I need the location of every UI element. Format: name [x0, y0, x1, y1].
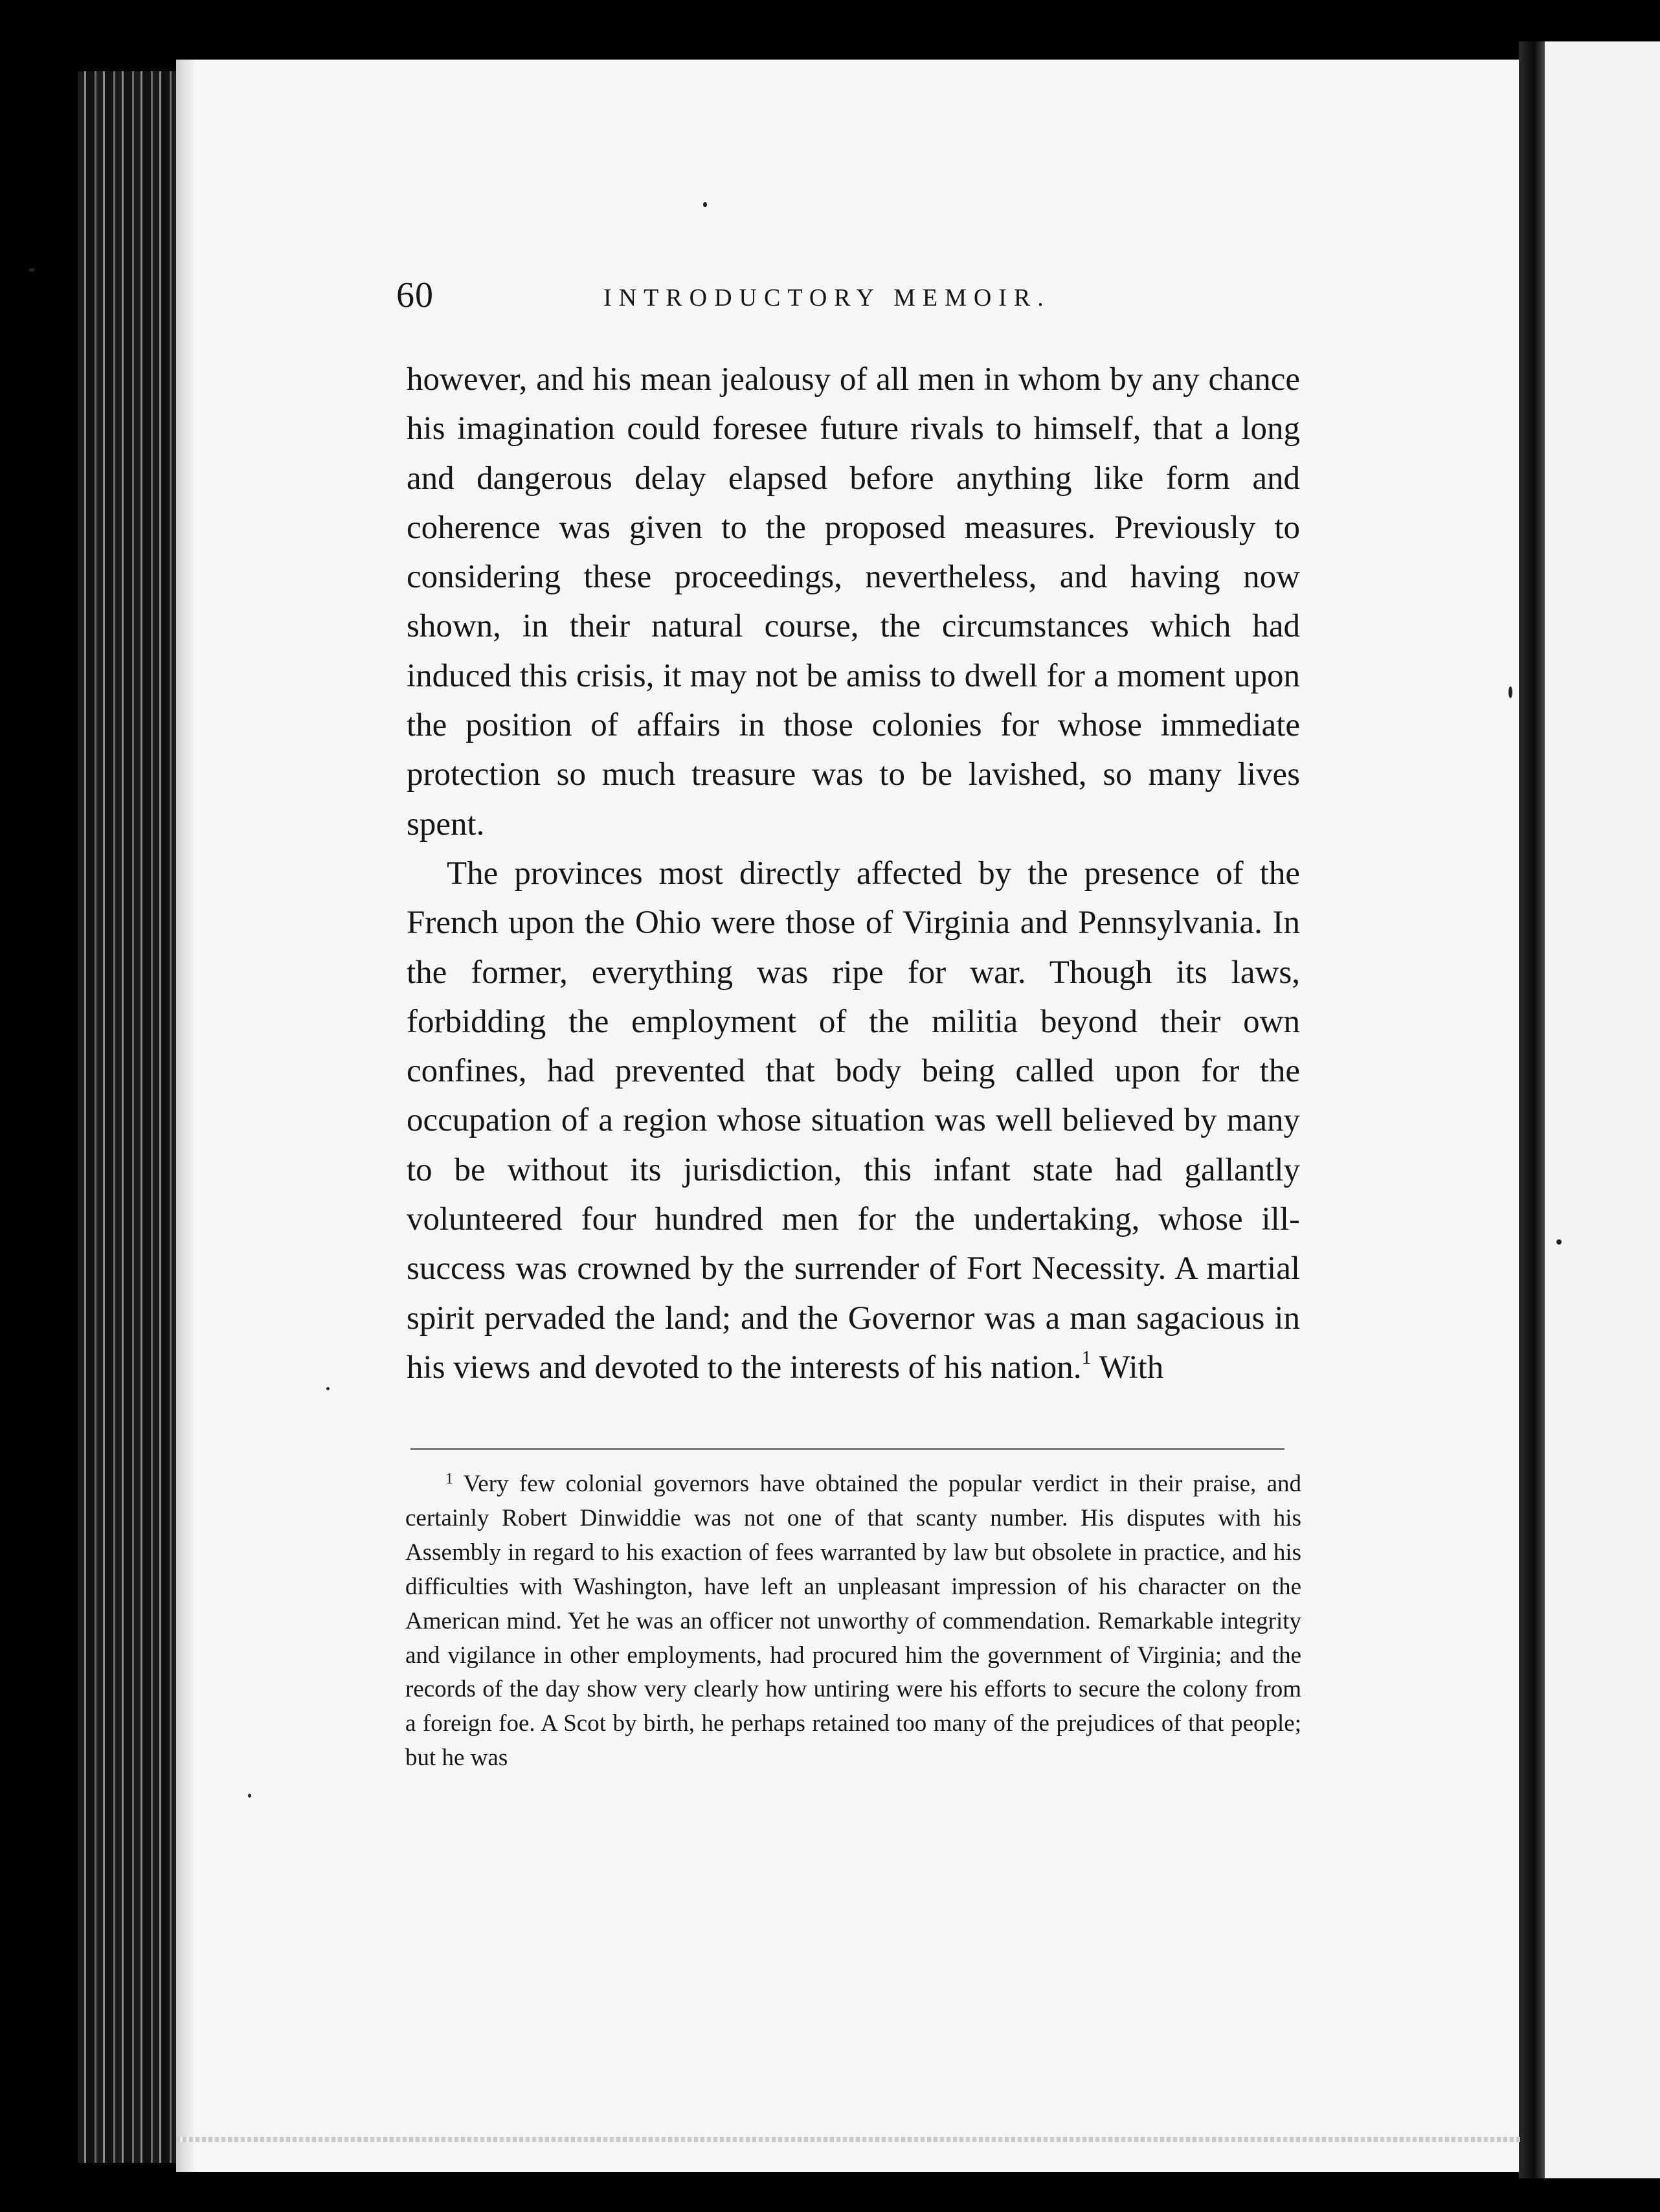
body-text: [407, 355, 1300, 1392]
footnote-reference: 1: [1081, 1346, 1092, 1368]
scan-speck: [1509, 686, 1512, 698]
body-paragraph: [407, 849, 1300, 1392]
book-binding-edge: [78, 71, 181, 2163]
scan-speck: [1556, 1239, 1562, 1245]
page-shadow: [176, 60, 196, 2172]
footnote: [405, 1467, 1301, 1776]
running-head: INTRODUCTORY MEMOIR.: [603, 284, 1051, 311]
scan-speck: [326, 1387, 330, 1390]
footnote-text: Very few colonial governors have obtained the popular verdict in their praise, and certainly Robert Dinwiddie was not one of that scanty number. His disputes with his Assembly in regard to his exaction of fees warranted by law but obsolete in practice, and his difficulties with Washington, have left an unpleasant impression of his character on the American mind. Yet he was an officer not unworthy of commendation. Remarkable integrity and vigilance in other employments, had procured him the government of Virginia; and the records of the day show very clearly how untiring were his efforts to secure the colony from a foreign foe. A Scot by birth, he perhaps retained too many of the prejudices of that people; but he was: [405, 1471, 1301, 1772]
page-number: 60: [396, 275, 434, 315]
footnote-divider: [410, 1448, 1284, 1450]
body-paragraph: however, and his mean jealousy of all men in whom by any chance his imagination could foresee future rivals to himself, that a long and dangerous delay elapsed before anything like form and coherence was given to the proposed measures. Previously to considering these proceedings, nevertheless, and having now shown, in their natural course, the circumstances which had induced this crisis, it may not be amiss to dwell for a moment upon the position of affairs in those colonies for whose immediate protection so much treasure was to be lavished, so many lives spent.: [407, 361, 1300, 842]
scan-speck: [703, 202, 707, 207]
page-header: [396, 275, 1304, 333]
continuation-word: With: [1099, 1349, 1164, 1386]
paragraph-text: The provinces most directly affected by the presence of the French upon the Ohio were those of Virginia and Pennsylvania. In the former, everything was ripe for war. Though its laws, forbidding the employment of the militia beyond their own confines, had prevented that body being called upon for the occupation of a region whose situation was well believed by many to be without its jurisdiction, this infant state had gallantly volunteered four hundred men for the undertaking, whose ill-success was crowned by the surrender of Fort Necessity. A martial spirit pervaded the land; and the Governor was a man sagacious in his views and devoted to the interests of his nation.: [407, 855, 1300, 1386]
scan-speck: [248, 1794, 251, 1798]
book-gutter: [1519, 41, 1545, 2178]
facing-page-edge: [1545, 41, 1660, 2178]
page-bottom-edge: [176, 2137, 1520, 2142]
footnote-marker: 1: [445, 1471, 453, 1487]
scan-speck: [28, 268, 35, 272]
